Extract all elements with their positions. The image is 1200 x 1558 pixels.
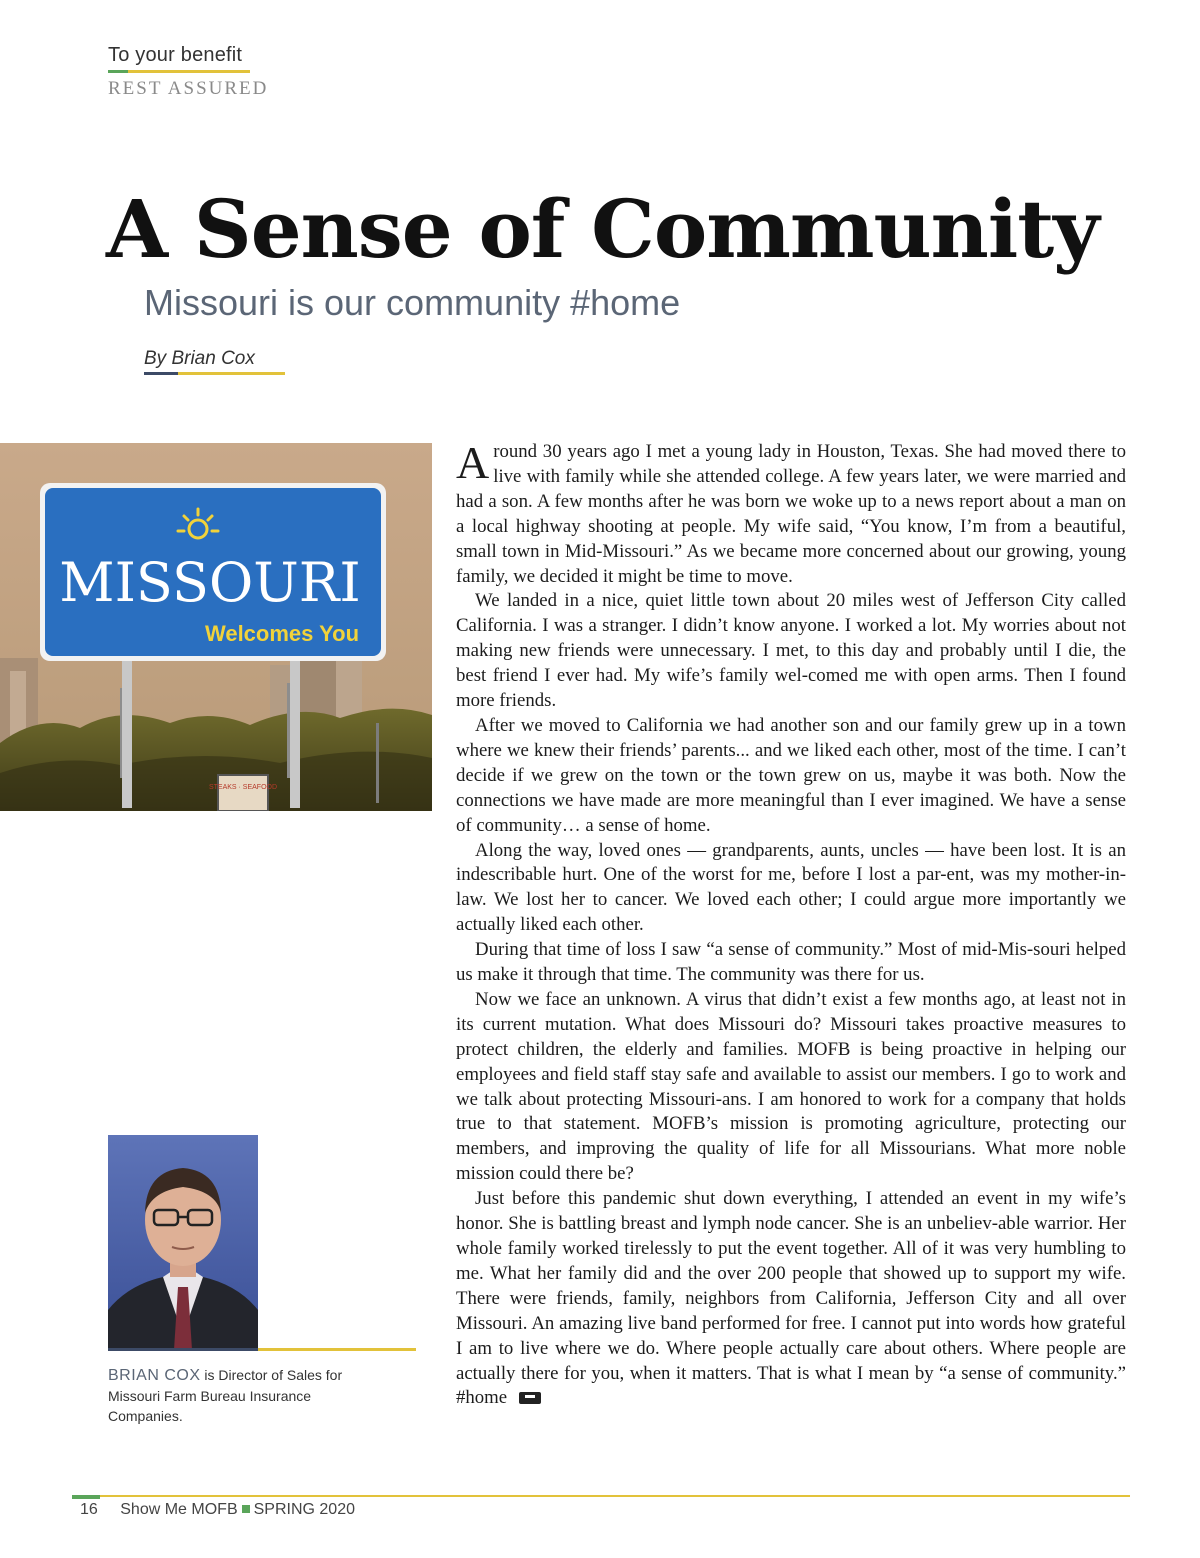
footer-rule-accent [72,1495,100,1499]
paragraph-text: round 30 years ago I met a young lady in Houston, Texas. She had moved there to live with family while she attended college. A few years later, we were married and had a son. A few months after he was born we woke up to a news report about a man on a local highway shooting at people. My wife said, “You know, I’m from a beautiful, small town in Mid-Missouri.” As we became more concerned about our growing, young family, we decided it might be time to move. [456,441,1126,587]
article-headline: A Sense of Community [106,182,1099,276]
sign-tagline: Welcomes You [204,621,360,646]
article-paragraph: Along the way, loved ones — grandparents, aunts, uncles — have been lost. It is an indescribable hurt. One of the worst for me, before I lost a par-ent, was my mother-in-law. We lost her to cancer. We loved each other; I could argue more importantly we actually liked each other. [456,839,1126,936]
publication-name: Show Me MOFB [120,1501,238,1518]
author-rule-accent [108,1348,258,1351]
article-deck: Missouri is our community #home [144,282,681,323]
article-paragraph [456,437,1126,589]
sign-state-name: MISSOURI [59,551,361,614]
billboard-text: STEAKS · SEAFOOD [208,784,278,791]
article-paragraph: During that time of loss I saw “a sense of community.” Most of mid-Mis-souri helped us make it through that time. The community was there for us. [456,939,1126,986]
section-title: To your benefit [108,44,243,66]
article-paragraph: Now we face an unknown. A virus that didn’t exist a few months ago, at least not in its current mutation. What does Missouri do? Missouri takes proactive measures to protect children, the elderly and families. MOFB is being proactive in helping our employees and field staff stay safe and available to assist our members. I go to work and we talk about protecting Missouri-ans. I am honored to work for a company that holds true to that statement. MOFB’s mission is promoting agriculture, protecting our members, and improving the quality of life for all Missourians. What more noble mission could there be? [456,988,1126,1185]
author-name: BRIAN COX [108,1367,201,1384]
section-rule [108,70,250,73]
article-byline: By Brian Cox [144,348,255,369]
footer-rule [72,1495,1130,1497]
issue-label: SPRING 2020 [253,1501,355,1518]
missouri-sign-photo [0,443,432,811]
section-rule-accent [108,70,128,73]
author-bio [108,1365,348,1426]
square-bullet-icon [242,1505,250,1513]
article-body [456,437,1126,1411]
author-description: is Director of Sales for Missouri Farm Bureau Insurance Companies. [108,1367,343,1424]
drop-cap: A [456,437,490,488]
page-footer [80,1501,355,1519]
end-mark-icon [519,1392,541,1404]
page-number: 16 [80,1501,98,1518]
byline-rule-accent [144,372,178,375]
section-subtitle: REST ASSURED [108,78,269,99]
author-portrait [108,1135,258,1350]
article-paragraph [456,1187,1126,1411]
article-paragraph: After we moved to California we had another son and our family grew up in a town where we knew their friends’ parents... and we liked each other, most of the time. I can’t decide if we grew on the town or the town grew on us, maybe it was both. Now the connections we have made are more meaningful than I ever imagined. We have a sense of community… a sense of home. [456,714,1126,836]
paragraph-text: Just before this pandemic shut down everything, I attended an event in my wife’s honor. She is battling breast and lymph node cancer. She is an unbeliev-able warrior. Her whole family worked tirelessly to put the event together. All of it was very humbling to me. What her family did and the over 200 people that showed up to support my wife. There were friends, family, neighbors from California, Jefferson City and all over Missouri. An amazing live band performed for free. I cannot put into words how grateful I am to live where we do. Where people actually care about others. Where people are actually there for you, when it matters. That is what I mean by “a sense of community.” #home [456,1188,1126,1409]
article-paragraph: We landed in a nice, quiet little town about 20 miles west of Jefferson City called California. I was a stranger. I didn’t know anyone. I worked a lot. My worries about not making new friends were unnecessary. I met, to this day and probably until I die, the best friend I ever had. My wife’s family wel-comed me with open arms. Then I found more friends. [456,590,1126,712]
